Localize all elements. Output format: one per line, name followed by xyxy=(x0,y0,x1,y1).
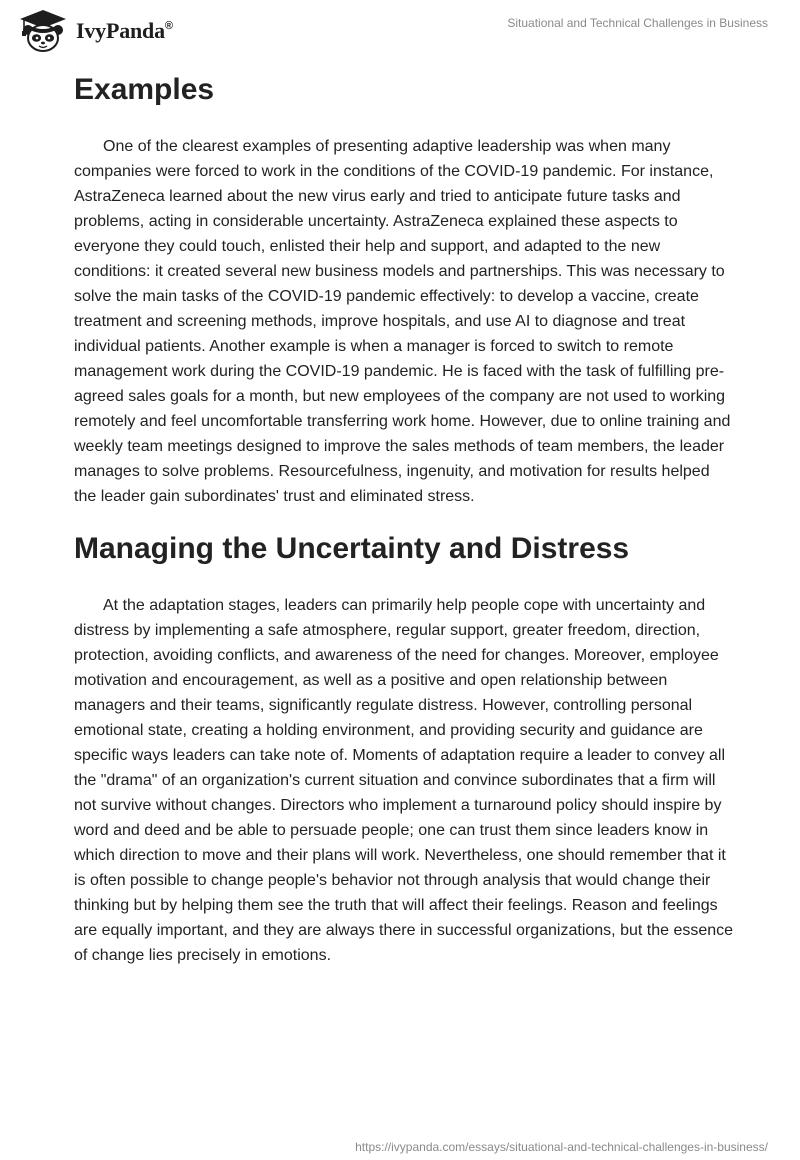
section-heading-examples: Examples xyxy=(74,73,215,106)
page-header xyxy=(16,8,768,56)
brand-name: IvyPanda® xyxy=(76,18,173,43)
section-heading-managing: Managing the Uncertainty and Distress xyxy=(74,532,630,565)
section-paragraph-managing: At the adaptation stages, leaders can primarily help people cope with uncertainty and distress by implementing a safe atmosphere, regular support, greater freedom, direction, protection, avoiding conflicts, and awareness of the need for changes. Moreover, employee motivation and encouragement, as well as a positive and open relationship between managers and their teams, significantly regulate distress. However, controlling personal emotional state, creating a holding environment, and providing security and guidance are specific ways leaders can take note of. Moments of adaptation require a leader to convey all the "drama" of an organization's current situation and convince subordinates that a firm will not survive without changes. Directors who implement a turnaround policy should inspire by word and deed and be able to persuade people; one can trust them since leaders know in which direction to move and their plans will work. Nevertheless, one should remember that it is often possible to change people's behavior not through analysis that would change their thinking but by helping them see the truth that will affect their feelings. Reason and feelings are equally important, and they are always there in successful organizations, but the essence of change lies precisely in emotions. xyxy=(74,597,734,964)
source-url[interactable]: https://ivypanda.com/essays/situational-and-technical-challenges-in-business/ xyxy=(355,1140,768,1154)
article-body xyxy=(74,72,734,968)
section-paragraph-examples: One of the clearest examples of presenting adaptive leadership was when many companies were forced to work in the conditions of the COVID-19 pandemic. For instance, AstraZeneca learned about the new virus early and tried to anticipate future tasks and problems, acting in considerable uncertainty. AstraZeneca explained these aspects to everyone they could touch, enlisted their help and support, and adapted to the new conditions: it created several new business models and partnerships. This was necessary to solve the main tasks of the COVID-19 pandemic effectively: to develop a vaccine, create treatment and screening methods, improve hospitals, and use AI to diagnose and treat individual patients. Another example is when a manager is forced to switch to remote management work during the COVID-19 pandemic. He is faced with the task of fulfilling pre-agreed sales goals for a month, but new employees of the company are not used to working remotely and feel uncomfortable transferring work home. However, due to online training and weekly team meetings designed to improve the sales methods of team members, the leader manages to solve problems. Resourcefulness, ingenuity, and motivation for results helped the leader gain subordinates' trust and eliminated stress. xyxy=(74,138,731,505)
document-title: Situational and Technical Challenges in Business xyxy=(507,16,768,30)
brand-logo[interactable] xyxy=(16,8,173,54)
panda-graduate-icon xyxy=(16,8,70,54)
